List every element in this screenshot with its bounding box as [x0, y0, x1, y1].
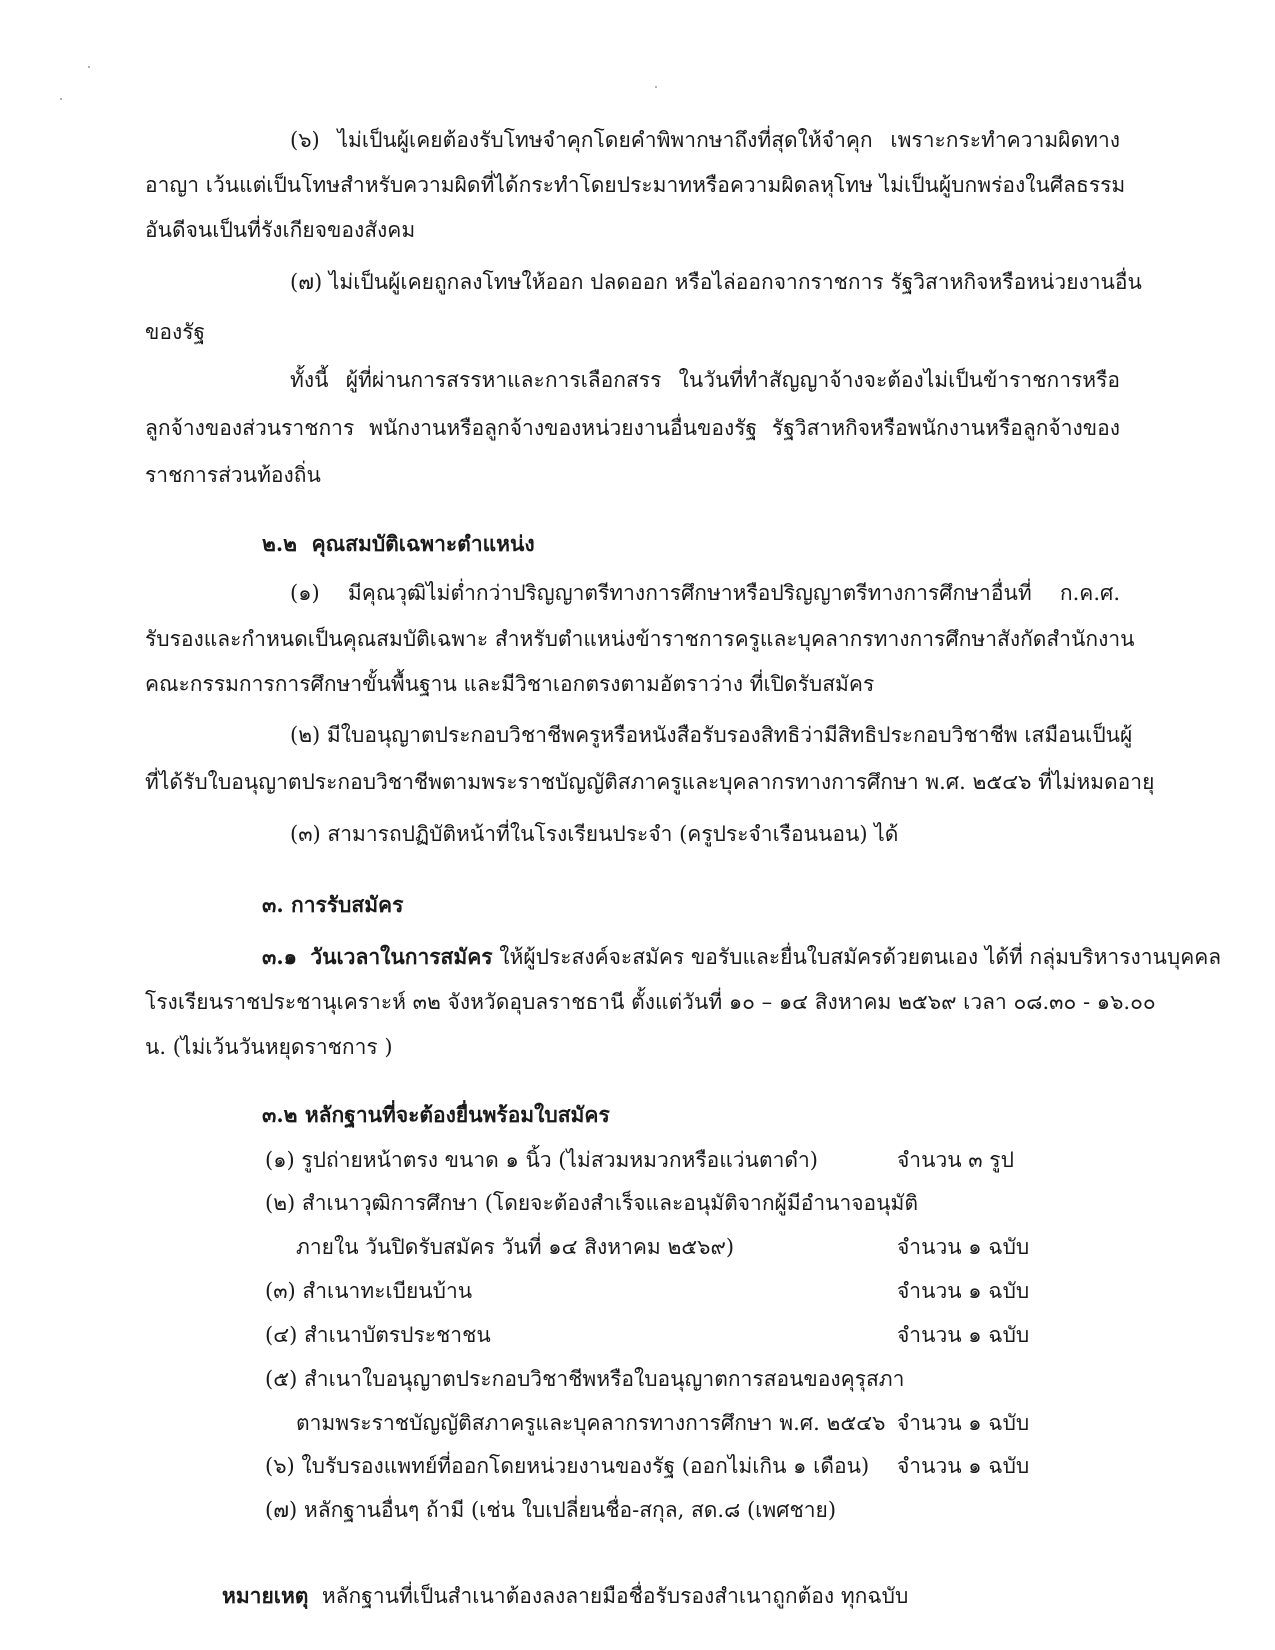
contract-condition-line-1: ทั้งนี้ ผู้ที่ผ่านการสรรหาและการเลือกสรร ในวันที่ทำสัญญาจ้างจะต้องไม่เป็นข้าราชการหรือ: [290, 368, 1120, 392]
section-3-2-heading: ๓.๒ หลักฐานที่จะต้องยื่นพร้อมใบสมัคร: [262, 1102, 610, 1127]
remark-text: หลักฐานที่เป็นสำเนาต้องลงลายมือชื่อรับรองสำเนาถูกต้อง ทุกฉบับ: [321, 1584, 909, 1608]
remark: [222, 1573, 908, 1619]
document-item-6-qty: จำนวน ๑ ฉบับ: [897, 1454, 1030, 1478]
position-qualification-3: (๓) สามารถปฏิบัติหน้าที่ในโรงเรียนประจำ (ครูประจำเรือนนอน) ได้: [290, 822, 899, 846]
document-item-4: (๔) สำเนาบัตรประชาชน: [265, 1323, 491, 1347]
remark-label: หมายเหตุ: [222, 1583, 309, 1608]
qualification-6-line-2: อาญา เว้นแต่เป็นโทษสำหรับความผิดที่ได้กระทำโดยประมาทหรือความผิดลหุโทษ ไม่เป็นผู้บกพร่องในศีลธรรม: [145, 173, 1126, 197]
section-2-2-title: คุณสมบัติเฉพาะตำแหน่ง: [311, 531, 535, 556]
position-qualification-2-line-2: ที่ได้รับใบอนุญาตประกอบวิชาชีพตามพระราชบัญญัติสภาครูและบุคลากรทางการศึกษา พ.ศ. ๒๕๔๖ ที่ไม่หมดอายุ: [145, 770, 1155, 794]
scan-speck: [60, 98, 62, 100]
document-item-7: (๗) หลักฐานอื่นๆ ถ้ามี (เช่น ใบเปลี่ยนชื่อ-สกุล, สด.๘ (เพศชาย): [265, 1498, 837, 1522]
section-3-1-label: วันเวลาในการสมัคร: [310, 944, 493, 969]
document-item-4-qty: จำนวน ๑ ฉบับ: [897, 1323, 1030, 1347]
document-item-1-qty: จำนวน ๓ รูป: [897, 1148, 1014, 1172]
document-item-1: (๑) รูปถ่ายหน้าตรง ขนาด ๑ นิ้ว (ไม่สวมหมวกหรือแว่นตาดำ): [265, 1148, 819, 1172]
section-3-1-line-2: โรงเรียนราชประชานุเคราะห์ ๓๒ จังหวัดอุบลราชธานี ตั้งแต่วันที่ ๑๐ – ๑๔ สิงหาคม ๒๕๖๙ เวลา ๐๘.๓๐ - ๑๖.๐๐: [145, 990, 1156, 1014]
document-item-3: (๓) สำเนาทะเบียนบ้าน: [265, 1279, 473, 1303]
scan-speck: [655, 86, 657, 88]
qualification-6-line-1: (๖) ไม่เป็นผู้เคยต้องรับโทษจำคุกโดยคำพิพากษาถึงที่สุดให้จำคุก เพราะกระทำความผิดทาง: [290, 128, 1120, 152]
position-qualification-1-line-1: (๑) มีคุณวุฒิไม่ต่ำกว่าปริญญาตรีทางการศึกษาหรือปริญญาตรีทางการศึกษาอื่นที่ ก.ค.ศ.: [290, 581, 1120, 605]
document-item-6: (๖) ใบรับรองแพทย์ที่ออกโดยหน่วยงานของรัฐ (ออกไม่เกิน ๑ เดือน): [265, 1454, 870, 1478]
section-3-1-line-3: น. (ไม่เว้นวันหยุดราชการ ): [145, 1035, 393, 1059]
scan-speck: [88, 66, 90, 68]
position-qualification-2-line-1: (๒) มีใบอนุญาตประกอบวิชาชีพครูหรือหนังสือรับรองสิทธิว่ามีสิทธิประกอบวิชาชีพ เสมือนเป็นผู้: [290, 723, 1133, 747]
section-3-heading: ๓. การรับสมัคร: [262, 892, 404, 917]
document-item-3-qty: จำนวน ๑ ฉบับ: [897, 1279, 1030, 1303]
section-2-2-number: ๒.๒: [262, 531, 297, 556]
section-3-1-number: ๓.๑: [262, 944, 297, 969]
document-item-5-cont: ตามพระราชบัญญัติสภาครูและบุคลากรทางการศึกษา พ.ศ. ๒๕๔๖: [296, 1411, 886, 1435]
qualification-7-line-2: ของรัฐ: [145, 320, 206, 344]
section-2-2-heading: [262, 521, 1237, 566]
contract-condition-line-3: ราชการส่วนท้องถิ่น: [145, 463, 321, 487]
document-item-2-qty: จำนวน ๑ ฉบับ: [897, 1235, 1030, 1259]
document-item-2-cont: ภายใน วันปิดรับสมัคร วันที่ ๑๔ สิงหาคม ๒๕๖๙): [296, 1235, 735, 1259]
document-item-2: (๒) สำเนาวุฒิการศึกษา (โดยจะต้องสำเร็จและอนุมัติจากผู้มีอำนาจอนุมัติ: [265, 1191, 919, 1215]
qualification-7-line-1: (๗) ไม่เป็นผู้เคยถูกลงโทษให้ออก ปลดออก หรือไล่ออกจากราชการ รัฐวิสาหกิจหรือหน่วยงานอื่น: [290, 270, 1142, 294]
position-qualification-1-line-3: คณะกรรมการการศึกษาขั้นพื้นฐาน และมีวิชาเอกตรงตามอัตราว่าง ที่เปิดรับสมัคร: [145, 672, 875, 696]
position-qualification-1-line-2: รับรองและกำหนดเป็นคุณสมบัติเฉพาะ สำหรับตำแหน่งข้าราชการครูและบุคลากรทางการศึกษาสังกัดสำนักงาน: [145, 627, 1135, 651]
document-item-5-qty: จำนวน ๑ ฉบับ: [897, 1411, 1030, 1435]
section-3-1-text: ให้ผู้ประสงค์จะสมัคร ขอรับและยื่นใบสมัครด้วยตนเอง ได้ที่ กลุ่มบริหารงานบุคคล: [499, 945, 1222, 969]
contract-condition-line-2: ลูกจ้างของส่วนราชการ พนักงานหรือลูกจ้างของหน่วยงานอื่นของรัฐ รัฐวิสาหกิจหรือพนักงานหรือลูกจ้างของ: [145, 416, 1120, 440]
section-3-1-line-1: [262, 934, 1222, 980]
document-item-5: (๕) สำเนาใบอนุญาตประกอบวิชาชีพหรือใบอนุญาตการสอนของคุรุสภา: [265, 1367, 905, 1391]
qualification-6-line-3: อันดีจนเป็นที่รังเกียจของสังคม: [145, 218, 416, 242]
